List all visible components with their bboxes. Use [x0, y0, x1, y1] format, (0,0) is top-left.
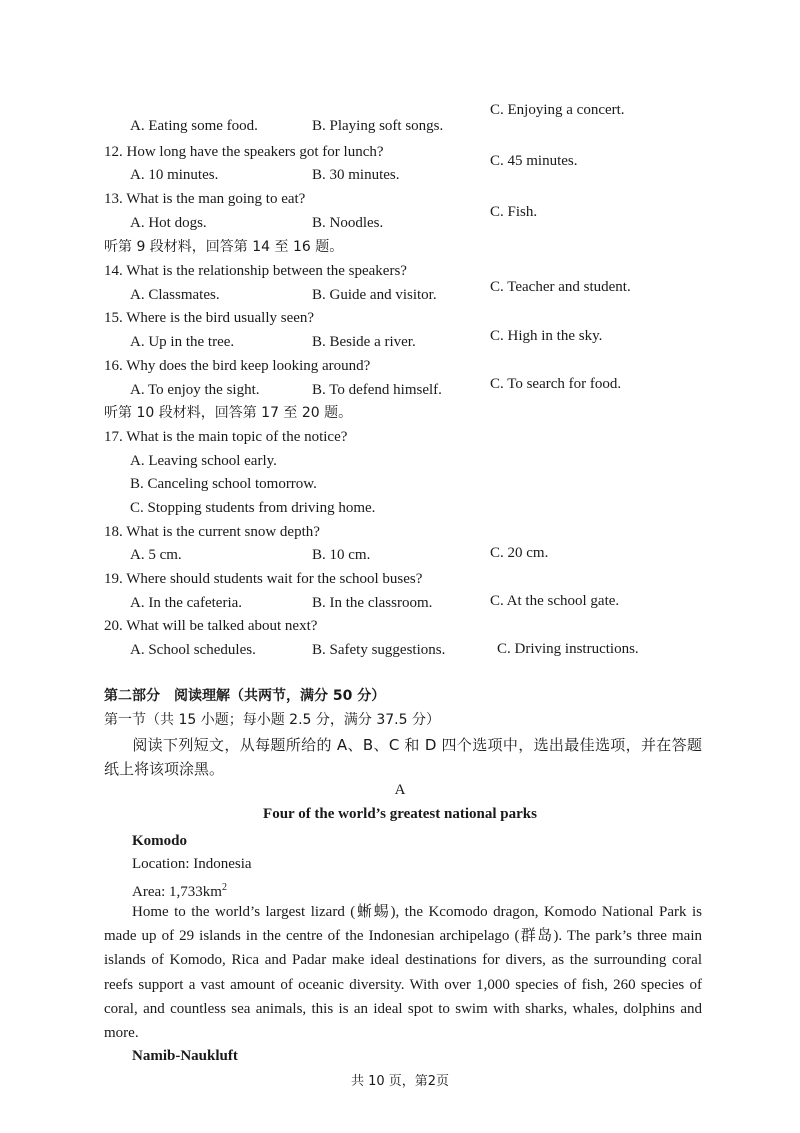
q18-stem: 18. What is the current snow depth?	[104, 524, 320, 540]
q19-option-a: A. In the cafeteria.	[130, 595, 243, 611]
q13-option-c: C. Fish.	[490, 204, 538, 220]
reading-instruction	[104, 733, 702, 781]
page-footer: 共 10 页，第2页	[350, 1074, 450, 1089]
q11-option-b: B. Playing soft songs.	[312, 118, 444, 134]
q14-stem: 14. What is the relationship between the speakers?	[104, 263, 407, 279]
q15-option-a: A. Up in the tree.	[130, 334, 235, 350]
q17-option-a: A. Leaving school early.	[130, 453, 277, 469]
park-komodo-location: Location: Indonesia	[132, 856, 252, 872]
q11-option-a: A. Eating some food.	[130, 118, 258, 134]
q13-stem: 13. What is the man going to eat?	[104, 191, 306, 207]
q19-option-b: B. In the classroom.	[312, 595, 433, 611]
q17-option-b: B. Canceling school tomorrow.	[130, 476, 317, 492]
park-komodo-area-sup: 2	[221, 882, 227, 893]
park-komodo-name: Komodo	[132, 833, 188, 849]
reading-instruction-text: 阅读下列短文，从每题所给的 A、B、C 和 D 四个选项中，选出最佳选项，并在答题纸上将该项涂黑。	[104, 736, 702, 778]
q12-stem: 12. How long have the speakers got for lunch?	[104, 144, 384, 160]
q15-option-b: B. Beside a river.	[312, 334, 416, 350]
q14-option-c: C. Teacher and student.	[490, 279, 631, 295]
passage-title: Four of the world’s greatest national parks	[263, 806, 537, 822]
park-komodo-description-text: Home to the world’s largest lizard (蜥蜴), the Kcomodo dragon, Komodo National Park is made up of 29 islands in the centre of the Indonesian archipelago (群岛). The park’s three main islands of Komodo, Rica and Padar make ideal destinations for divers, as the surrounding coral reefs support a vast amount of oceanic diversity. With over 1,000 species of fish, 260 species of coral, and countless sea animals, this is an ideal spot to swim with sharks, whales, dolphins and more.	[104, 904, 702, 1042]
section-10-heading: 听第 10 段材料，回答第 17 至 20 题。	[104, 405, 353, 421]
q20-option-a: A. School schedules.	[130, 642, 256, 658]
park-komodo-description	[104, 900, 702, 1045]
q18-option-c: C. 20 cm.	[490, 545, 549, 561]
q18-option-a: A. 5 cm.	[130, 547, 182, 563]
q11-option-c: C. Enjoying a concert.	[490, 102, 625, 118]
q20-option-c: C. Driving instructions.	[497, 641, 639, 657]
q20-stem: 20. What will be talked about next?	[104, 618, 318, 634]
q18-option-b: B. 10 cm.	[312, 547, 371, 563]
q15-option-c: C. High in the sky.	[490, 328, 603, 344]
q15-stem: 15. Where is the bird usually seen?	[104, 310, 315, 326]
q16-option-b: B. To defend himself.	[312, 382, 442, 398]
park-komodo-area-text: Area: 1,733km	[132, 884, 222, 900]
q13-option-b: B. Noodles.	[312, 215, 384, 231]
park-namib-name: Namib-Naukluft	[132, 1048, 238, 1064]
q12-option-a: A. 10 minutes.	[130, 167, 219, 183]
q14-option-b: B. Guide and visitor.	[312, 287, 437, 303]
q17-stem: 17. What is the main topic of the notice?	[104, 429, 348, 445]
q19-stem: 19. Where should students wait for the school buses?	[104, 571, 423, 587]
q19-option-c: C. At the school gate.	[490, 593, 620, 609]
q12-option-c: C. 45 minutes.	[490, 153, 578, 169]
q14-option-a: A. Classmates.	[130, 287, 220, 303]
q16-option-a: A. To enjoy the sight.	[130, 382, 260, 398]
q12-option-b: B. 30 minutes.	[312, 167, 400, 183]
q13-option-a: A. Hot dogs.	[130, 215, 207, 231]
passage-letter: A	[394, 782, 406, 798]
q16-stem: 16. Why does the bird keep looking around?	[104, 358, 371, 374]
q17-option-c: C. Stopping students from driving home.	[130, 500, 376, 516]
part-two-title: 第二部分 阅读理解（共两节，满分 50 分）	[104, 688, 386, 704]
section-9-heading: 听第 9 段材料，回答第 14 至 16 题。	[104, 239, 344, 255]
park-komodo-area	[132, 878, 227, 902]
q20-option-b: B. Safety suggestions.	[312, 642, 446, 658]
section-one-title: 第一节（共 15 小题；每小题 2.5 分，满分 37.5 分）	[104, 712, 440, 728]
q16-option-c: C. To search for food.	[490, 376, 622, 392]
